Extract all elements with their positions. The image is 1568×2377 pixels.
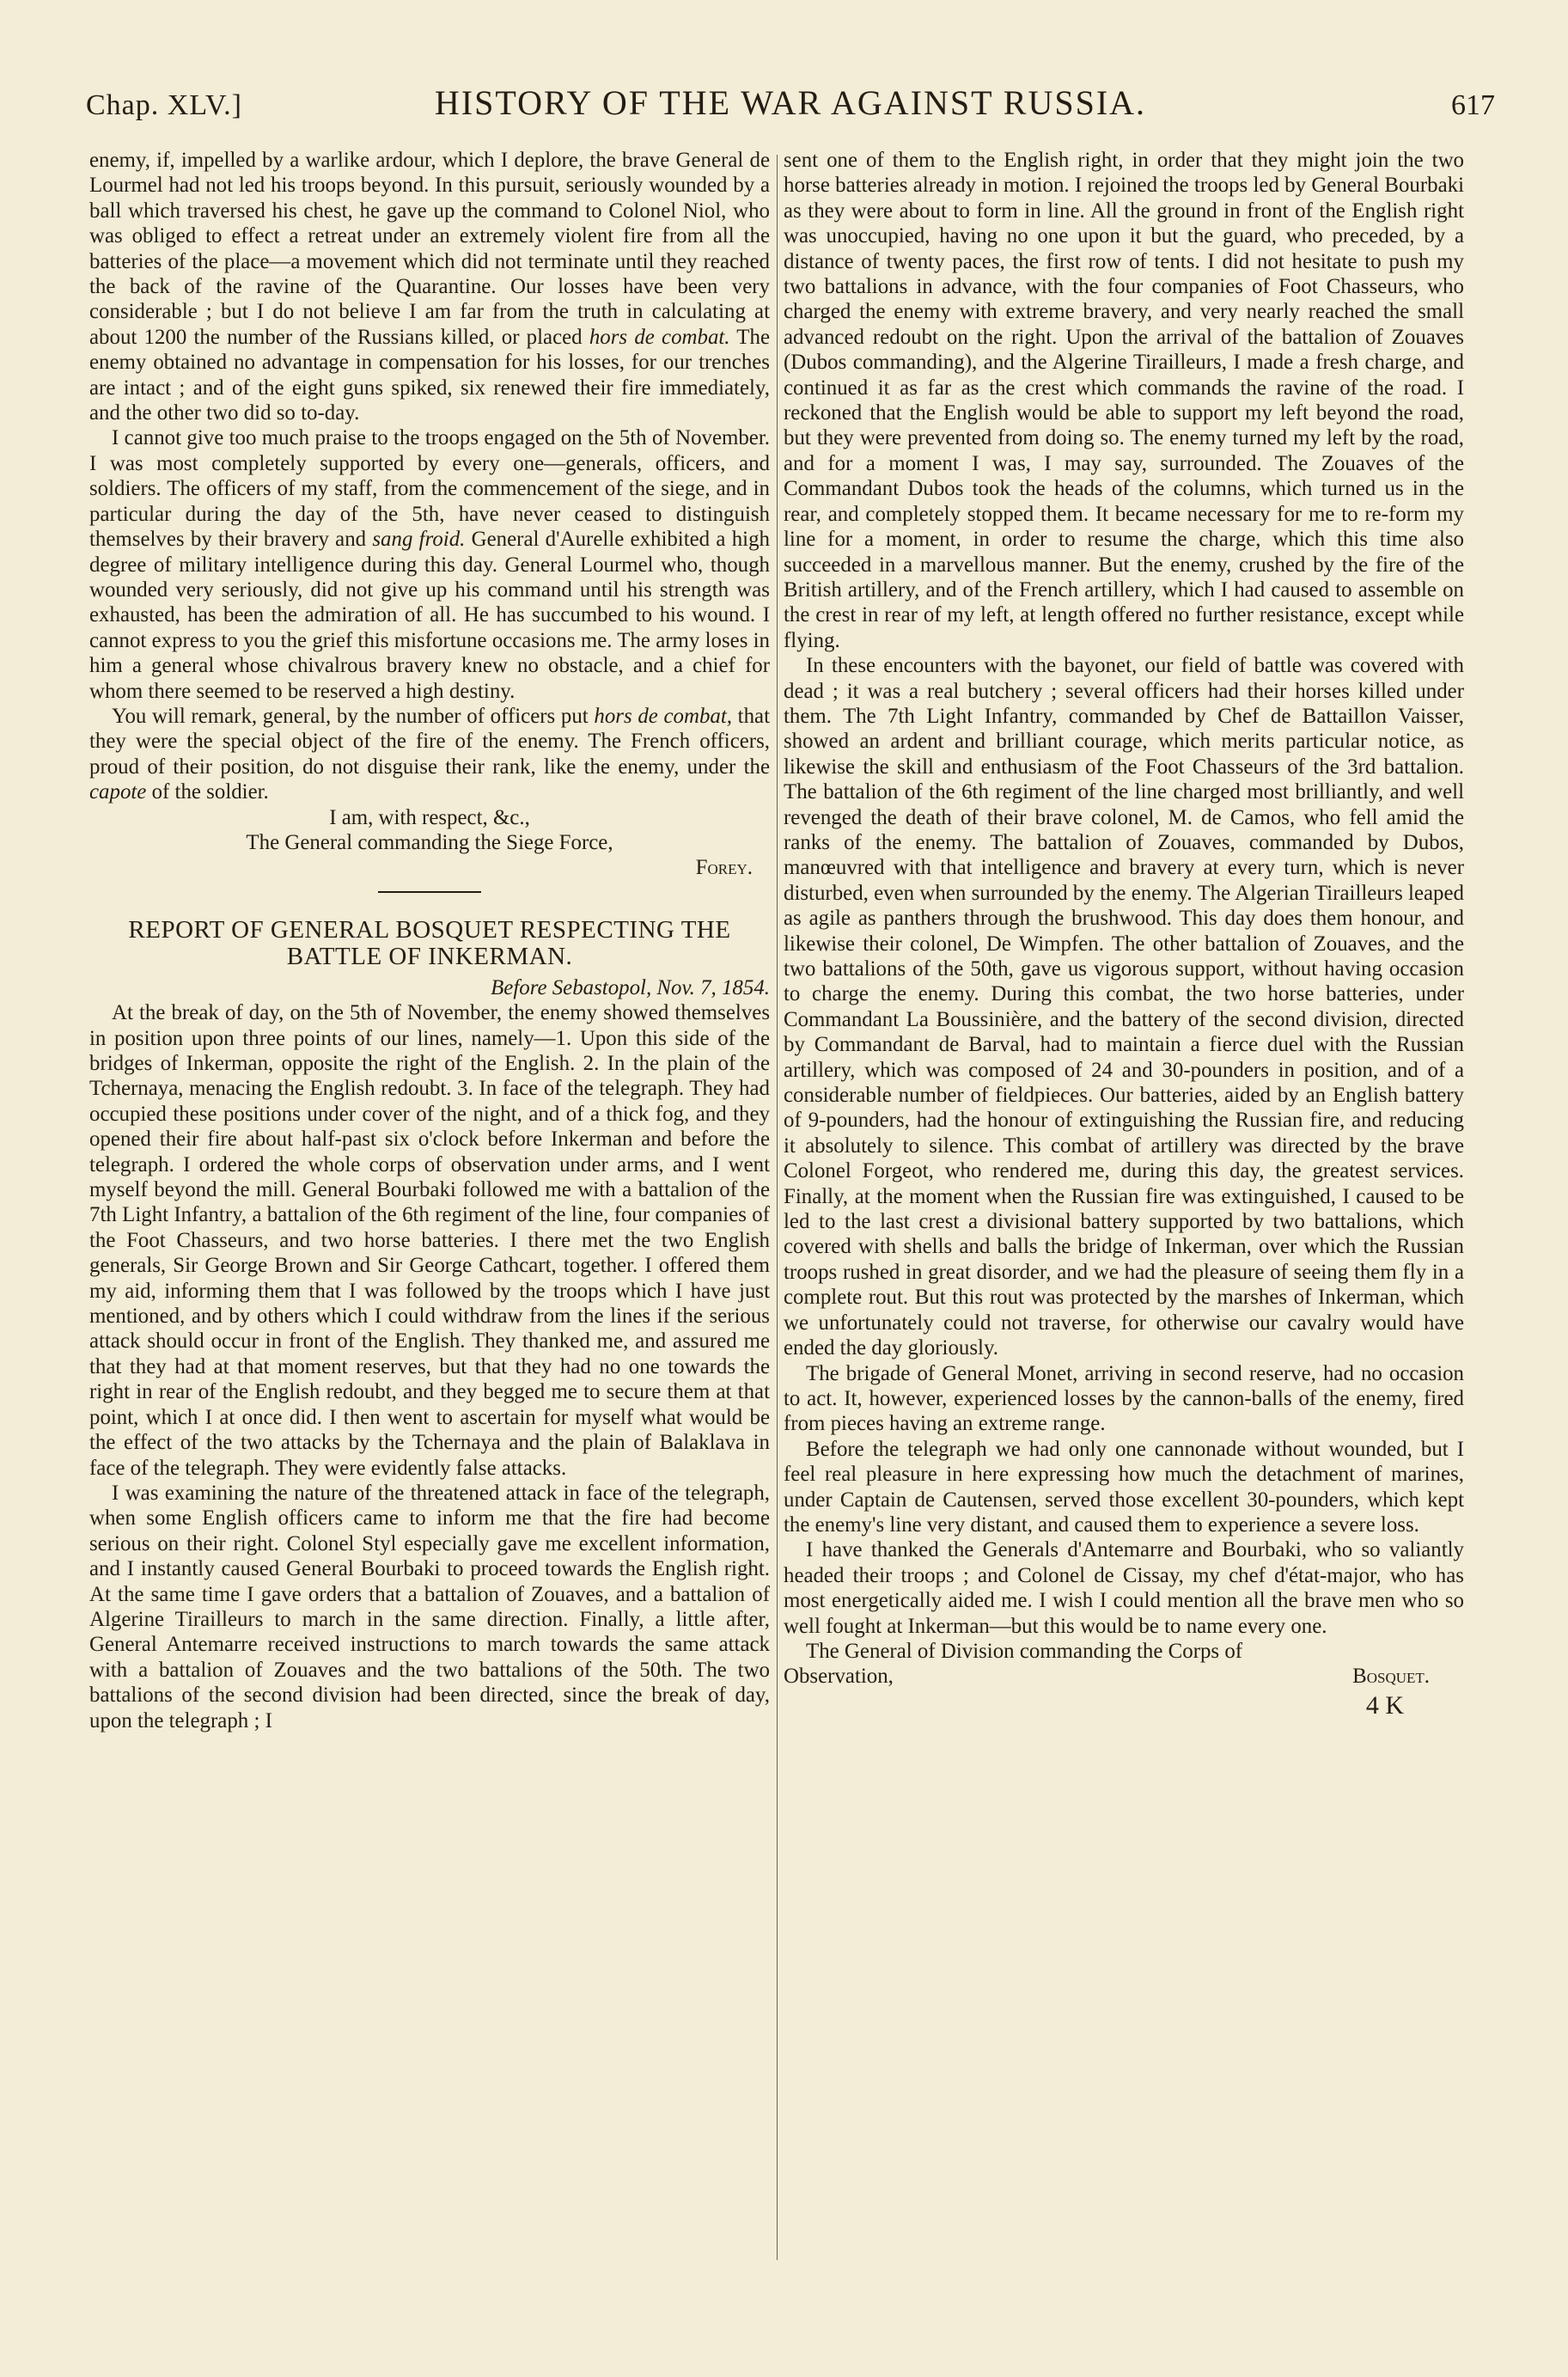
report-dateline: Before Sebastopol, Nov. 7, 1854. [491, 975, 770, 999]
paragraph: enemy, if, impelled by a warlike ardour, which I deplore, the brave General de Lourmel had not led his troops beyond. In this pursuit, seriously wounded by a ball which traversed his chest, he gave up the command to Colonel Niol, who was obliged to effect a retreat under an extremely violent fire from all the batteries of the place—a movement which did not terminate until they reached the back of the ravine of the Quarantine. Our losses have been very considerable ; but I do not believe I am far from the truth in calculating at about 1200 the number of the Russians killed, or placed hors de combat. The enemy obtained no advantage in compensation for his losses, for our trenches are intact ; and of the eight guns spiked, six renewed their fire immediately, and the other two did so to-day. [89, 149, 770, 425]
report-signature: Bosquet. [1352, 1665, 1430, 1689]
running-title: HISTORY OF THE WAR AGAINST RUSSIA. [434, 83, 1147, 122]
report-heading: REPORT OF GENERAL BOSQUET RESPECTING THE BATTLE OF INKERMAN. [128, 915, 731, 970]
paragraph: I have thanked the Generals d'Antemarre and Bourbaki, who so valiantly headed their troops ; and Colonel de Cissay, my chef d'état-major, who has most energetically aided me. I wish I could mention all the brave men who so well fought at Inkerman—but this would be to name every one. [784, 1538, 1464, 1638]
paragraph: Before the telegraph we had only one cannonade without wounded, but I feel real pleasure in here expressing how much the detachment of marines, under Captain de Cautensen, served those excellent 30-pounders, which kept the enemy's line very distant, and caused them to experience a severe loss. [784, 1437, 1464, 1537]
letter-signature: Forey. [695, 856, 753, 880]
letter-closing-title: The General commanding the Siege Force, [246, 830, 613, 854]
paragraph: I cannot give too much praise to the troops engaged on the 5th of November. I was most completely supported by every one—generals, officers, and soldiers. The officers of my staff, from the commencement of the siege, and in particular during the day of the 5th, have never ceased to distinguish themselves by their bravery and sang froid. General d'Aurelle exhibited a high degree of military intelligence during this day. General Lourmel who, though wounded very seriously, did not give up his command until his strength was exhausted, has been the admiration of all. He has succumbed to his wound. I cannot express to you the grief this misfortune occasions me. The army loses in him a general whose chivalrous bravery knew no obstacle, and a chief for whom there seemed to be reserved a high destiny. [89, 426, 770, 703]
report-signature-line [784, 1664, 1464, 1689]
report-closing-title-cont: Observation, [784, 1665, 894, 1689]
paragraph: sent one of them to the English right, in order that they might join the two horse batteries already in motion. I rejoined the troops led by General Bourbaki as they were about to form in line. All the ground in front of the English right was unoccupied, having no one upon it but the guard, who preceded, by a distance of twenty paces, the first row of tents. I did not hesitate to push my two battalions in advance, with the four companies of Foot Chasseurs, who charged the enemy with extreme bravery, and very nearly reached the small advanced redoubt on the right. Upon the arrival of the battalion of Zouaves (Dubos commanding), and the Algerine Tirailleurs, I made a fresh charge, and continued it as far as the crest which commands the ravine of the road. I reckoned that the English would be able to support my left beyond the road, but they were prevented from doing so. The enemy turned my left by the road, and for a moment I was, I may say, surrounded. The Zouaves of the Commandant Dubos took the heads of the columns, which turned us in the rear, and completely stopped them. It became necessary for me to re-form my line for a moment, in order to resume the charge, which this time also succeeded in a marvellous manner. But the enemy, crushed by the fire of the British artillery, and of the French artillery, which I had caused to assemble on the crest in rear of my left, at length offered no further resistance, except while flying. [784, 149, 1464, 652]
right-column [784, 148, 1464, 2348]
report-closing-title: The General of Division commanding the Corps of [806, 1639, 1243, 1663]
paragraph: At the break of day, on the 5th of November, the enemy showed themselves in position upon three points of our lines, namely—1. Upon this side of the bridges of Inkerman, opposite the right of the English. 2. In the plain of the Tchernaya, menacing the English redoubt. 3. In face of the telegraph. They had occupied these positions under cover of the night, and of a thick fog, and they opened their fire about half-past six o'clock before Inkerman and before the telegraph. I ordered the whole corps of observation under arms, and I went myself beyond the mill. General Bourbaki followed me with a battalion of the 7th Light Infantry, a battalion of the 6th regiment of the line, four companies of the Foot Chasseurs, and two horse batteries. I there met the two English generals, Sir George Brown and Sir George Cathcart, together. I offered them my aid, informing them that I was followed by the troops which I have just mentioned, and by others which I could withdraw from the lines if the serious attack should occur in front of the English. They thanked me, and assured me that they had at that moment reserves, but that they had no one towards the right in rear of the English redoubt, and they begged me to secure them at that point, which I at once did. I then went to ascertain for myself what would be the effect of the two attacks by the Tchernaya and the plain of Balaklava in face of the telegraph. They were evidently false attacks. [89, 1001, 770, 1480]
paragraph: In these encounters with the bayonet, our field of battle was covered with dead ; it was a real butchery ; several officers had their horses killed under them. The 7th Light Infantry, commanded by Chef de Battaillon Vaisser, showed an ardent and brilliant courage, which merits particular notice, as likewise the skill and enthusiasm of the Foot Chasseurs of the 3rd battalion. The battalion of the 6th regiment of the line charged most brilliantly, and well revenged the death of their brave colonel, M. de Camos, who fell amid the ranks of the enemy. The battalion of Zouaves, commanded by Dubos, manœuvred with that intelligence and bravery at every turn, which is never disturbed, even when surrounded by the enemy. The Algerian Tirailleurs leaped as agile as panthers through the brushwood. This day does them honour, and likewise their colonel, De Wimpfen. The other battalion of Zouaves, and the two battalions of the 50th, gave us vigorous support, without having occasion to charge the enemy. During this combat, the two horse batteries, under Commandant La Boussinière, and the battery of the second division, directed by Commandant de Barval, had to maintain a fierce duel with the Russian artillery, which was composed of 24 and 30-pounders in position, and of a considerable number of fieldpieces. Our batteries, aided by an English battery of 9-pounders, had the honour of extinguishing the Russian fire, and reducing it absolutely to silence. This combat of artillery was directed by the brave Colonel Forgeot, who rendered me, during this day, the greatest services. Finally, at the moment when the Russian fire was extinguished, I caused to be led to the last crest a divisional battery supported by two battalions, which covered with shells and balls the bridge of Inkerman, over which the Russian troops rushed in great disorder, and we had the pleasure of seeing them fly in a complete rout. But this rout was protected by the marshes of Inkerman, which we unfortunately could not traverse, for otherwise our cavalry would have ended the day gloriously. [784, 654, 1464, 1360]
column-divider [777, 155, 778, 2260]
letter-closing: I am, with respect, &c., [329, 805, 530, 829]
paragraph: I was examining the nature of the threatened attack in face of the telegraph, when some English officers came to inform me that the fire had become serious on their right. Colonel Styl especially gave me excellent information, and I instantly caused General Bourbaki to proceed towards the English right. At the same time I gave orders that a battalion of Zouaves, and a battalion of Algerine Tirailleurs to march in the same direction. Finally, a little after, General Antemarre received instructions to march towards the same attack with a battalion of Zouaves and the two battalions of the 50th. The two battalions of the second division had been directed, since the break of day, upon the telegraph ; I [89, 1481, 770, 1732]
paragraph: You will remark, general, by the number of officers put hors de combat, that they were the special object of the fire of the enemy. The French officers, proud of their position, do not disguise their rank, like the enemy, under the capote of the soldier. [89, 704, 770, 804]
chapter-label: Chap. XLV.] [86, 89, 242, 121]
section-rule [378, 891, 481, 893]
signature-mark: 4 K [1365, 1690, 1404, 1720]
running-header [86, 82, 1495, 134]
page-number: 617 [1451, 89, 1495, 121]
left-column [89, 148, 770, 2348]
paragraph: The brigade of General Monet, arriving in second reserve, had no occasion to act. It, however, experienced losses by the cannon-balls of the enemy, fired from pieces having an extreme range. [784, 1361, 1464, 1436]
